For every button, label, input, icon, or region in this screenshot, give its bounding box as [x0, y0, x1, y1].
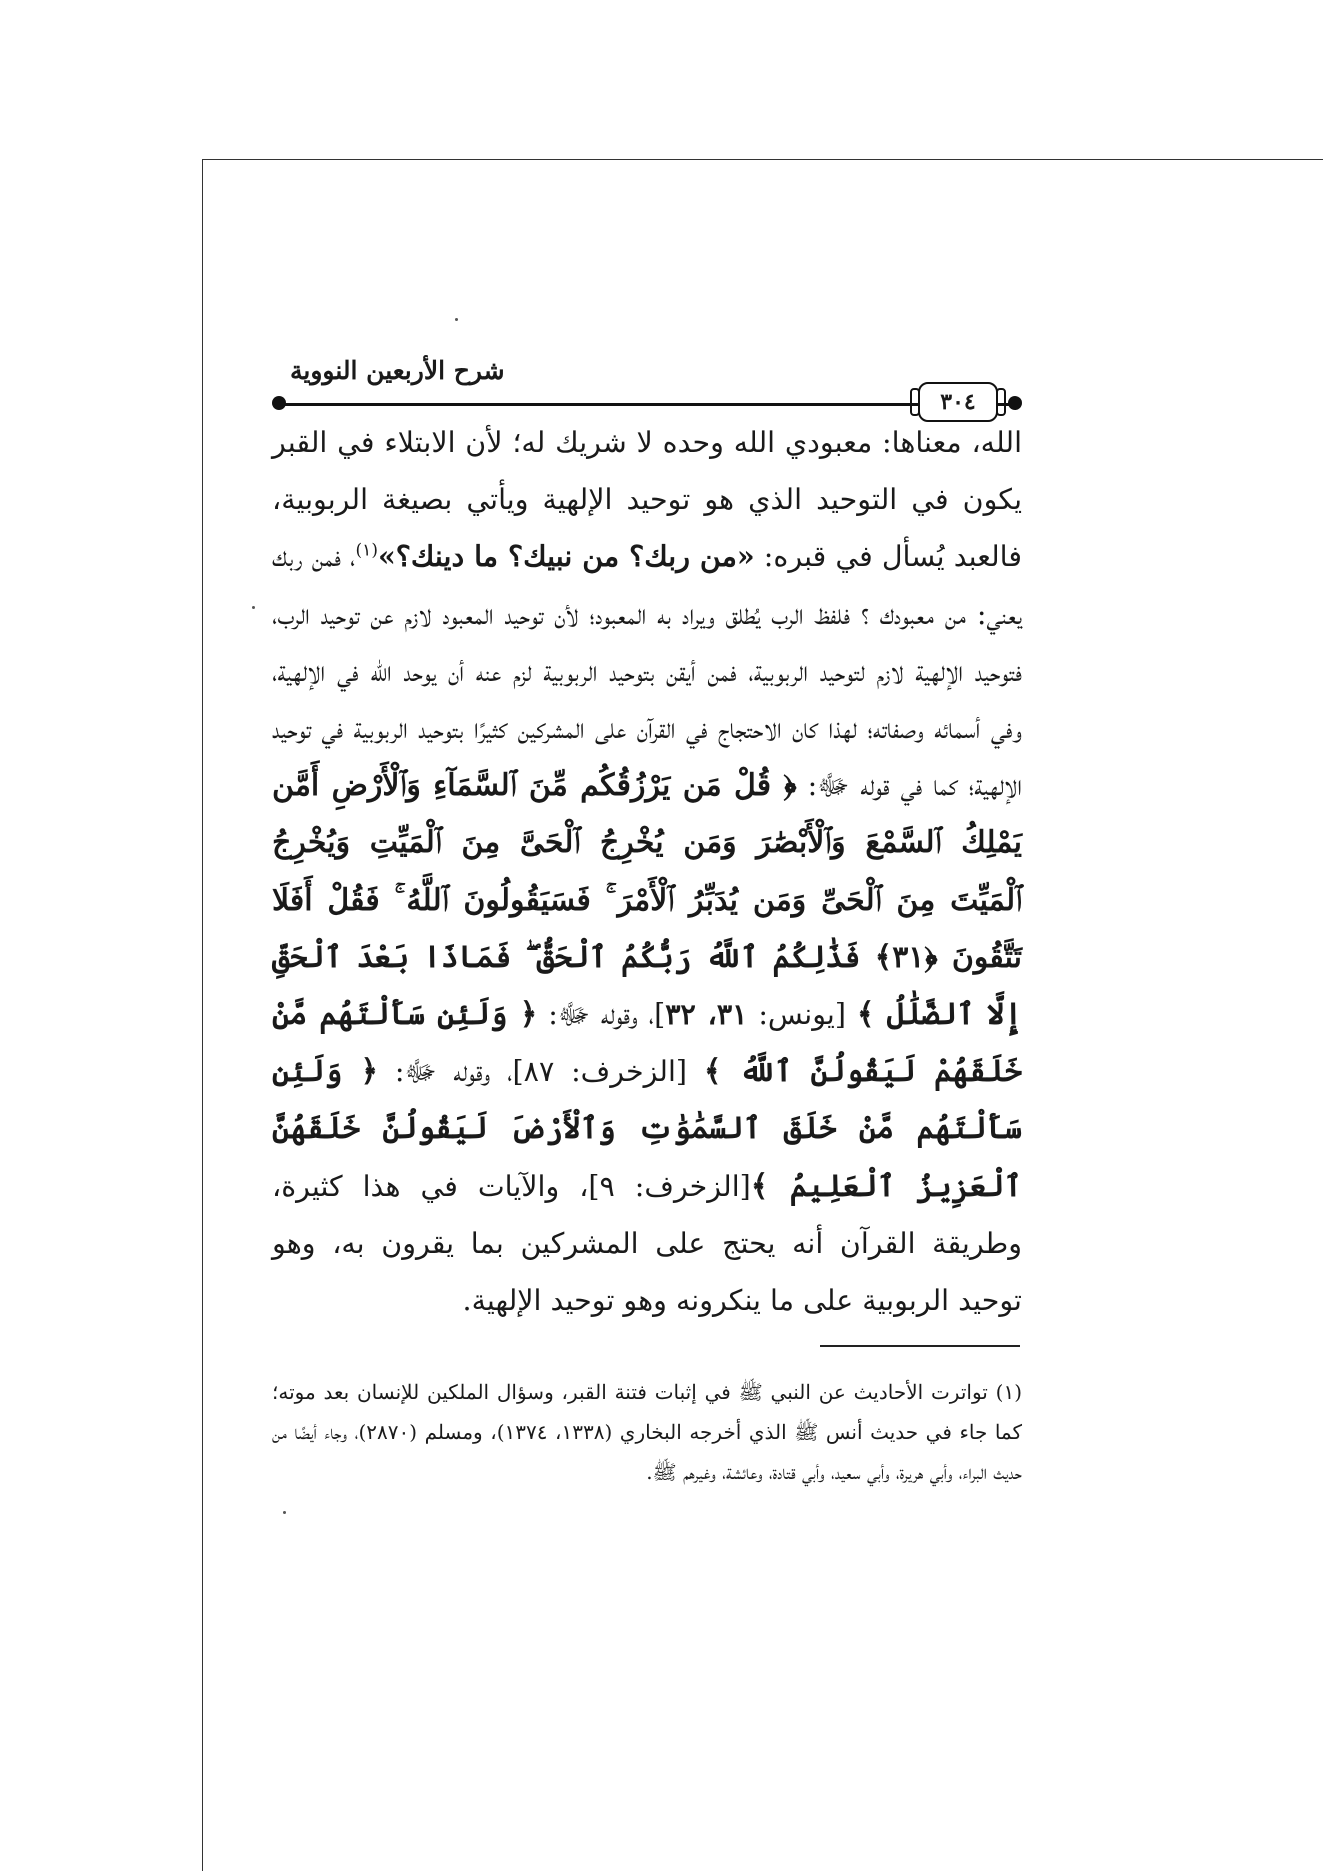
- page-header: [272, 352, 1022, 415]
- footnotes: [272, 1372, 1022, 1492]
- scan-frame-left-line: [202, 159, 203, 1871]
- scan-speck: [252, 606, 255, 609]
- footnote-1: (١) تواترت الأحاديث عن النبي ﷺ في إثبات فتنة القبر، وسؤال الملكين للإنسان بعد موته؛ كما جاء في حديث أنس ﷺ الذي أخرجه البخاري (١٣٣٨، ١٣٧٤)، ومسلم (٢٨٧٠)، وجاء أيضًا من حديث البراء، وأبي هريرة، وأبي سعيد، وأبي قتادة، وعائشة، وغيرهم ﷺ.: [272, 1380, 1023, 1484]
- footnote-separator: [820, 1345, 1020, 1347]
- main-text: [272, 414, 1022, 1329]
- quran-verse-zukhruf-87: ﴿ وَلَئِن سَأَلْتَهُم مَّنْ خَلَقَهُمْ لَيَقُولُنَّ ٱللَّهُ ﴾: [272, 997, 1022, 1090]
- text-segment: ]، وقوله ﷻ:: [537, 998, 666, 1032]
- header-dot-right: [1008, 396, 1022, 410]
- quran-verse-yunus: ﴿ قُلْ مَن يَرْزُقُكُم مِّنَ ٱلسَّمَآءِ وَٱلْأَرْضِ أَمَّن يَمْلِكُ ٱلسَّمْعَ وَٱلْأَبْصَٰرَ وَمَن يُخْرِجُ ٱلْحَىَّ مِنَ ٱلْمَيِّتِ وَيُخْرِجُ ٱلْمَيِّتَ مِنَ ٱلْحَىِّ وَمَن يُدَبِّرُ ٱلْأَمْرَ ۚ فَسَيَقُولُونَ ٱللَّهُ ۚ فَقُلْ أَفَلَا تَتَّقُونَ ﴿٣١﴾ فَذَٰلِكُمُ ٱللَّهُ رَبُّكُمُ ٱلْحَقُّ ۖ فَمَاذَا بَعْدَ ٱلْحَقِّ إِلَّا ٱلضَّلَٰلُ ﴾: [272, 768, 1023, 1033]
- scan-speck: [455, 318, 458, 321]
- text-segment: [الزخرف: ٩]، والآيات في هذا كثيرة، وطريقة القرآن أنه يحتج على المشركين بما يقرون به، وهو توحيد الربوبية على ما ينكرونه وهو توحيد الإلهية.: [272, 1169, 1022, 1318]
- text-segment: [الزخرف: ٨٧]، وقوله ﷻ:: [378, 1055, 704, 1089]
- book-title: شرح الأربعين النووية: [290, 356, 505, 385]
- grave-questions: «من ربك؟ من نبيك؟ ما دينك؟»: [377, 539, 755, 574]
- scan-speck: [283, 1511, 286, 1514]
- scan-frame-top-line: [202, 159, 1323, 160]
- header-rule: [280, 403, 1014, 406]
- header-dot-left: [272, 396, 286, 410]
- quran-verse-zukhruf-9: ﴿ وَلَئِن سَأَلْتَهُم مَّنْ خَلَقَ ٱلسَّمَٰوَٰتِ وَٱلْأَرْضَ لَيَقُولُنَّ خَلَقَهُنَّ ٱلْعَزِيزُ ٱلْعَلِيمُ ﴾: [272, 1054, 1022, 1204]
- main-paragraph: [272, 414, 1022, 1329]
- verse-numbers: ٣١، ٣٢: [665, 997, 748, 1032]
- text-segment: الله، معناها: معبودي الله وحده لا شريك له؛ لأن الابتلاء في القبر يكون في التوحيد الذي هو توحيد الإلهية ويأتي بصيغة الربوبية، فالعبد يُسأل في قبره:: [272, 426, 1022, 574]
- text-segment: ، فمن ربك يعني: من معبودك ؟ فلفظ الرب يُطلق ويراد به المعبود؛ لأن توحيد المعبود لازم عن توحيد الرب، فتوحيد الإلهية لازم لتوحيد الربوبية، فمن أيقن بتوحيد الربوبية لزم عنه أن يوحد الله في الإلهية، وفي أسمائه وصفاته؛ لهذا كان الاحتجاج في القرآن على المشركين كثيرًا بتوحيد الربوبية في توحيد الإلهية؛ كما في قوله ﷻ:: [272, 540, 1022, 803]
- footnote-reference: (١): [355, 540, 378, 561]
- text-segment: [يونس:: [747, 998, 857, 1032]
- page-number: ٣٠٤: [918, 382, 998, 422]
